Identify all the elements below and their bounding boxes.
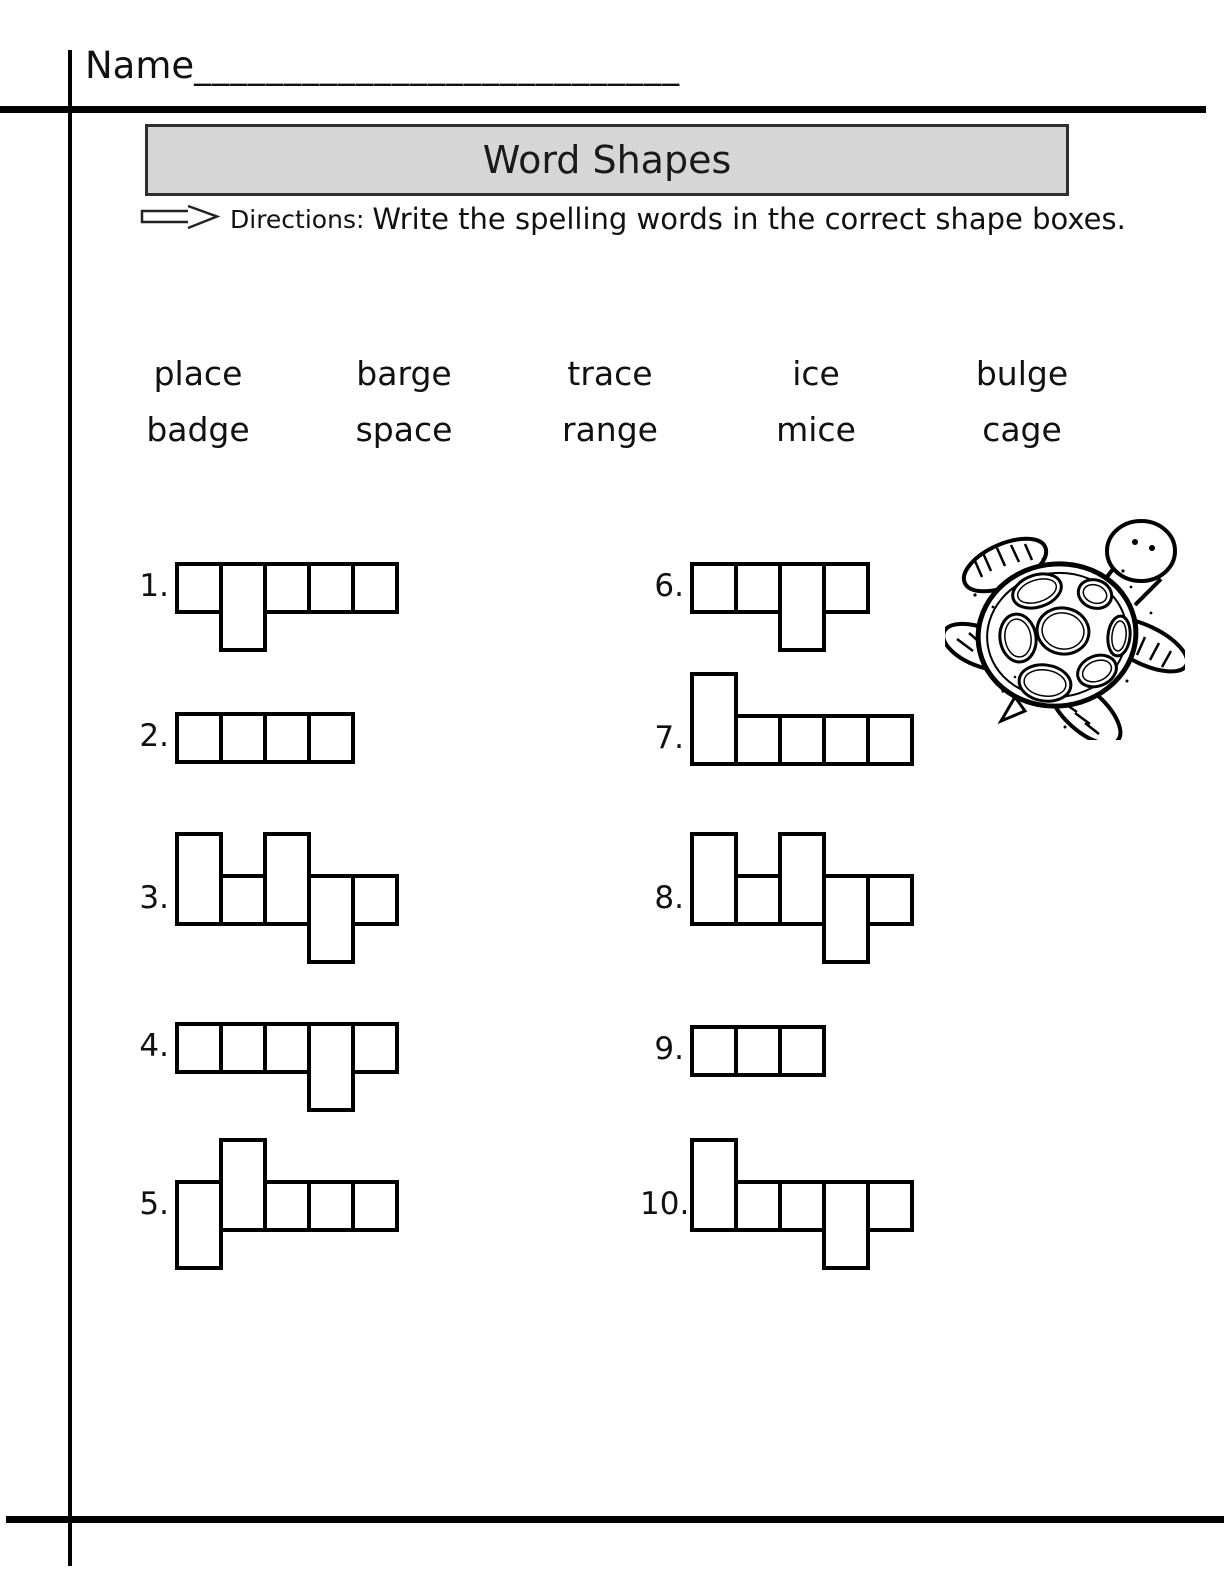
word-bank-word: mice	[776, 410, 856, 449]
letter-box[interactable]	[351, 1022, 399, 1074]
word-shape-item	[640, 672, 914, 766]
letter-box-group	[690, 1025, 826, 1077]
letter-box[interactable]	[307, 712, 355, 764]
word-bank-word: badge	[146, 410, 250, 449]
word-shape-item	[130, 562, 399, 652]
word-shape-item	[130, 712, 355, 764]
letter-box[interactable]	[778, 1180, 826, 1232]
letter-box[interactable]	[175, 562, 223, 614]
word-bank	[95, 354, 1125, 449]
directions-label: Directions:	[230, 204, 365, 234]
letter-box-group	[690, 562, 870, 652]
word-bank-word: barge	[356, 354, 452, 393]
letter-box[interactable]	[263, 712, 311, 764]
word-bank-word: cage	[982, 410, 1062, 449]
letter-box-group	[175, 1138, 399, 1270]
shape-number: 1.	[139, 568, 169, 604]
letter-box[interactable]	[307, 874, 355, 964]
letter-box[interactable]	[822, 874, 870, 964]
letter-box[interactable]	[778, 832, 826, 926]
worksheet-title-box	[145, 124, 1069, 196]
letter-box[interactable]	[734, 874, 782, 926]
letter-box[interactable]	[866, 874, 914, 926]
letter-box[interactable]	[307, 1180, 355, 1232]
letter-box[interactable]	[263, 832, 311, 926]
letter-box[interactable]	[351, 1180, 399, 1232]
word-shape-item	[130, 832, 399, 964]
word-shape-item	[640, 1138, 914, 1270]
letter-box[interactable]	[734, 1180, 782, 1232]
word-shape-item	[640, 832, 914, 964]
word-shape-item	[130, 1022, 399, 1112]
letter-box[interactable]	[866, 714, 914, 766]
name-blank-line[interactable]: ___________________________	[194, 47, 681, 87]
letter-box[interactable]	[175, 712, 223, 764]
turtle-icon	[945, 495, 1185, 744]
letter-box[interactable]	[307, 1022, 355, 1112]
shape-number: 2.	[139, 718, 169, 754]
letter-box[interactable]	[307, 562, 355, 614]
letter-box-group	[175, 562, 399, 652]
letter-box-group	[690, 672, 914, 766]
name-label: Name	[85, 44, 195, 87]
letter-box[interactable]	[219, 1138, 267, 1232]
directions-arrow-icon	[138, 203, 220, 235]
word-shape-item	[640, 562, 870, 652]
word-bank-word: range	[562, 410, 658, 449]
letter-box[interactable]	[219, 562, 267, 652]
letter-box-group	[175, 1022, 399, 1112]
letter-box[interactable]	[690, 832, 738, 926]
directions-row	[138, 202, 1126, 236]
letter-box[interactable]	[690, 1025, 738, 1077]
letter-box[interactable]	[219, 1022, 267, 1074]
letter-box[interactable]	[778, 562, 826, 652]
top-border-line	[0, 106, 1206, 113]
letter-box[interactable]	[263, 1022, 311, 1074]
word-shape-item	[130, 1138, 399, 1270]
name-row	[85, 44, 680, 87]
word-bank-word: place	[153, 354, 243, 393]
letter-box[interactable]	[263, 1180, 311, 1232]
bottom-border-line	[6, 1516, 1224, 1523]
word-shape-item	[640, 1025, 826, 1077]
shape-number: 4.	[139, 1028, 169, 1064]
word-bank-word: bulge	[975, 354, 1069, 393]
letter-box[interactable]	[822, 562, 870, 614]
shape-number: 5.	[139, 1186, 169, 1222]
shape-number: 8.	[654, 880, 684, 916]
letter-box-group	[690, 832, 914, 964]
letter-box[interactable]	[219, 874, 267, 926]
letter-box[interactable]	[690, 1138, 738, 1232]
shape-number: 3.	[139, 880, 169, 916]
shape-number: 7.	[654, 720, 684, 756]
left-border-line	[68, 50, 72, 1566]
letter-box-group	[175, 712, 355, 764]
letter-box[interactable]	[778, 714, 826, 766]
letter-box[interactable]	[351, 874, 399, 926]
shape-number: 6.	[654, 568, 684, 604]
letter-box[interactable]	[690, 672, 738, 766]
word-bank-word: space	[355, 410, 453, 449]
letter-box[interactable]	[734, 714, 782, 766]
letter-box[interactable]	[219, 712, 267, 764]
word-bank-word: trace	[567, 354, 653, 393]
directions-text: Write the spelling words in the correct shape boxes.	[372, 202, 1126, 236]
letter-box[interactable]	[263, 562, 311, 614]
letter-box[interactable]	[175, 1022, 223, 1074]
letter-box[interactable]	[175, 1180, 223, 1270]
letter-box[interactable]	[866, 1180, 914, 1232]
letter-box[interactable]	[734, 1025, 782, 1077]
letter-box[interactable]	[734, 562, 782, 614]
letter-box[interactable]	[778, 1025, 826, 1077]
letter-box[interactable]	[690, 562, 738, 614]
letter-box[interactable]	[822, 714, 870, 766]
shape-number: 9.	[654, 1031, 684, 1067]
letter-box-group	[175, 832, 399, 964]
worksheet-title: Word Shapes	[482, 138, 732, 182]
word-bank-word: ice	[792, 354, 840, 393]
letter-box[interactable]	[351, 562, 399, 614]
letter-box-group	[690, 1138, 914, 1270]
letter-box[interactable]	[822, 1180, 870, 1270]
shape-number: 10.	[640, 1186, 690, 1222]
letter-box[interactable]	[175, 832, 223, 926]
